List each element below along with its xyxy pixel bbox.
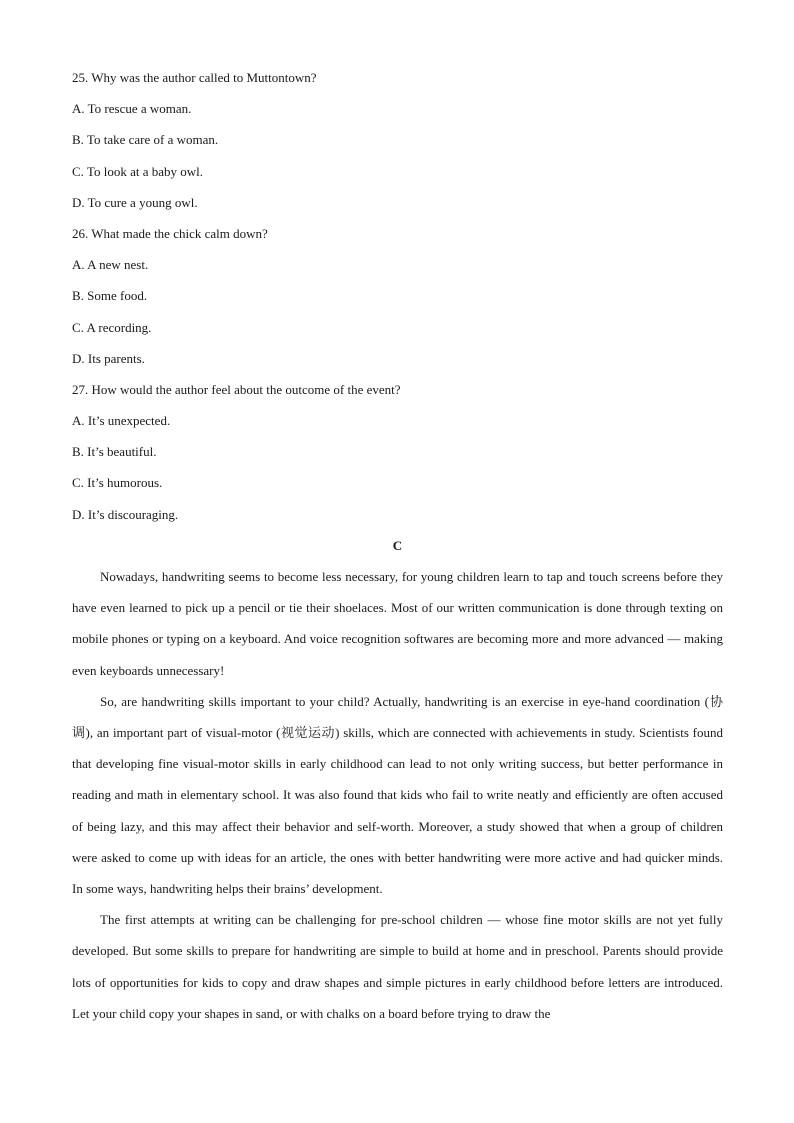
question-27-option-b: B. It’s beautiful.	[72, 444, 157, 460]
question-27-option-c: C. It’s humorous.	[72, 475, 163, 491]
question-25-stem: 25. Why was the author called to Muttontown?	[72, 70, 317, 85]
question-25-option-a: A. To rescue a woman.	[72, 101, 192, 117]
question-26-option-c: C. A recording.	[72, 319, 152, 335]
question-26-stem: 26. What made the chick calm down?	[72, 225, 268, 241]
document-page	[72, 62, 723, 1029]
passage-paragraph: Nowadays, handwriting seems to become less necessary, for young children learn to tap and touch screens before they have even learned to pick up a pencil or tie their shoelaces. Most of our written communication is done through texting on mobile phones or typing on a keyboard. And voice recognition softwares are becoming more and more advanced — making even keyboards unnecessary!	[72, 569, 723, 678]
passage-paragraph: The first attempts at writing can be challenging for pre-school children — whose fine motor skills are not yet fully developed. But some skills to prepare for handwriting are simple to build at home and in preschool. Parents should provide lots of opportunities for kids to copy and draw shapes and simple pictures in early childhood before letters are introduced. Let your child copy your shapes in sand, or with chalks on a board before trying to draw the	[72, 912, 723, 1021]
question-26-option-a: A. A new nest.	[72, 257, 149, 273]
question-27-option-d: D. It’s discouraging.	[72, 506, 179, 522]
question-27-stem: 27. How would the author feel about the outcome of the event?	[72, 381, 401, 397]
question-27-option-a: A. It’s unexpected.	[72, 413, 171, 429]
passage-paragraph: So, are handwriting skills important to your child? Actually, handwriting is an exercise in eye-hand coordination (协调), an important part of visual-motor (视觉运动) skills, which are connected with achievements in study. Scientists found that developing fine visual-motor skills in early childhood can lead to not only writing success, but better performance in reading and math in elementary school. It was also found that kids who fail to write neatly and efficiently are often accused of being lazy, and this may affect their behavior and self-worth. Moreover, a study showed that when a group of children were asked to come up with ideas for an article, the ones with better handwriting were more active and had quicker minds. In some ways, handwriting helps their brains’ development.	[72, 693, 723, 897]
question-26-option-d: D. Its parents.	[72, 350, 145, 366]
question-26-option-b: B. Some food.	[72, 288, 148, 304]
question-25-option-c: C. To look at a baby owl.	[72, 163, 204, 179]
passage-heading: C	[392, 537, 403, 553]
question-25-option-b: B. To take care of a woman.	[72, 132, 219, 148]
question-25-option-d: D. To cure a young owl.	[72, 194, 198, 210]
